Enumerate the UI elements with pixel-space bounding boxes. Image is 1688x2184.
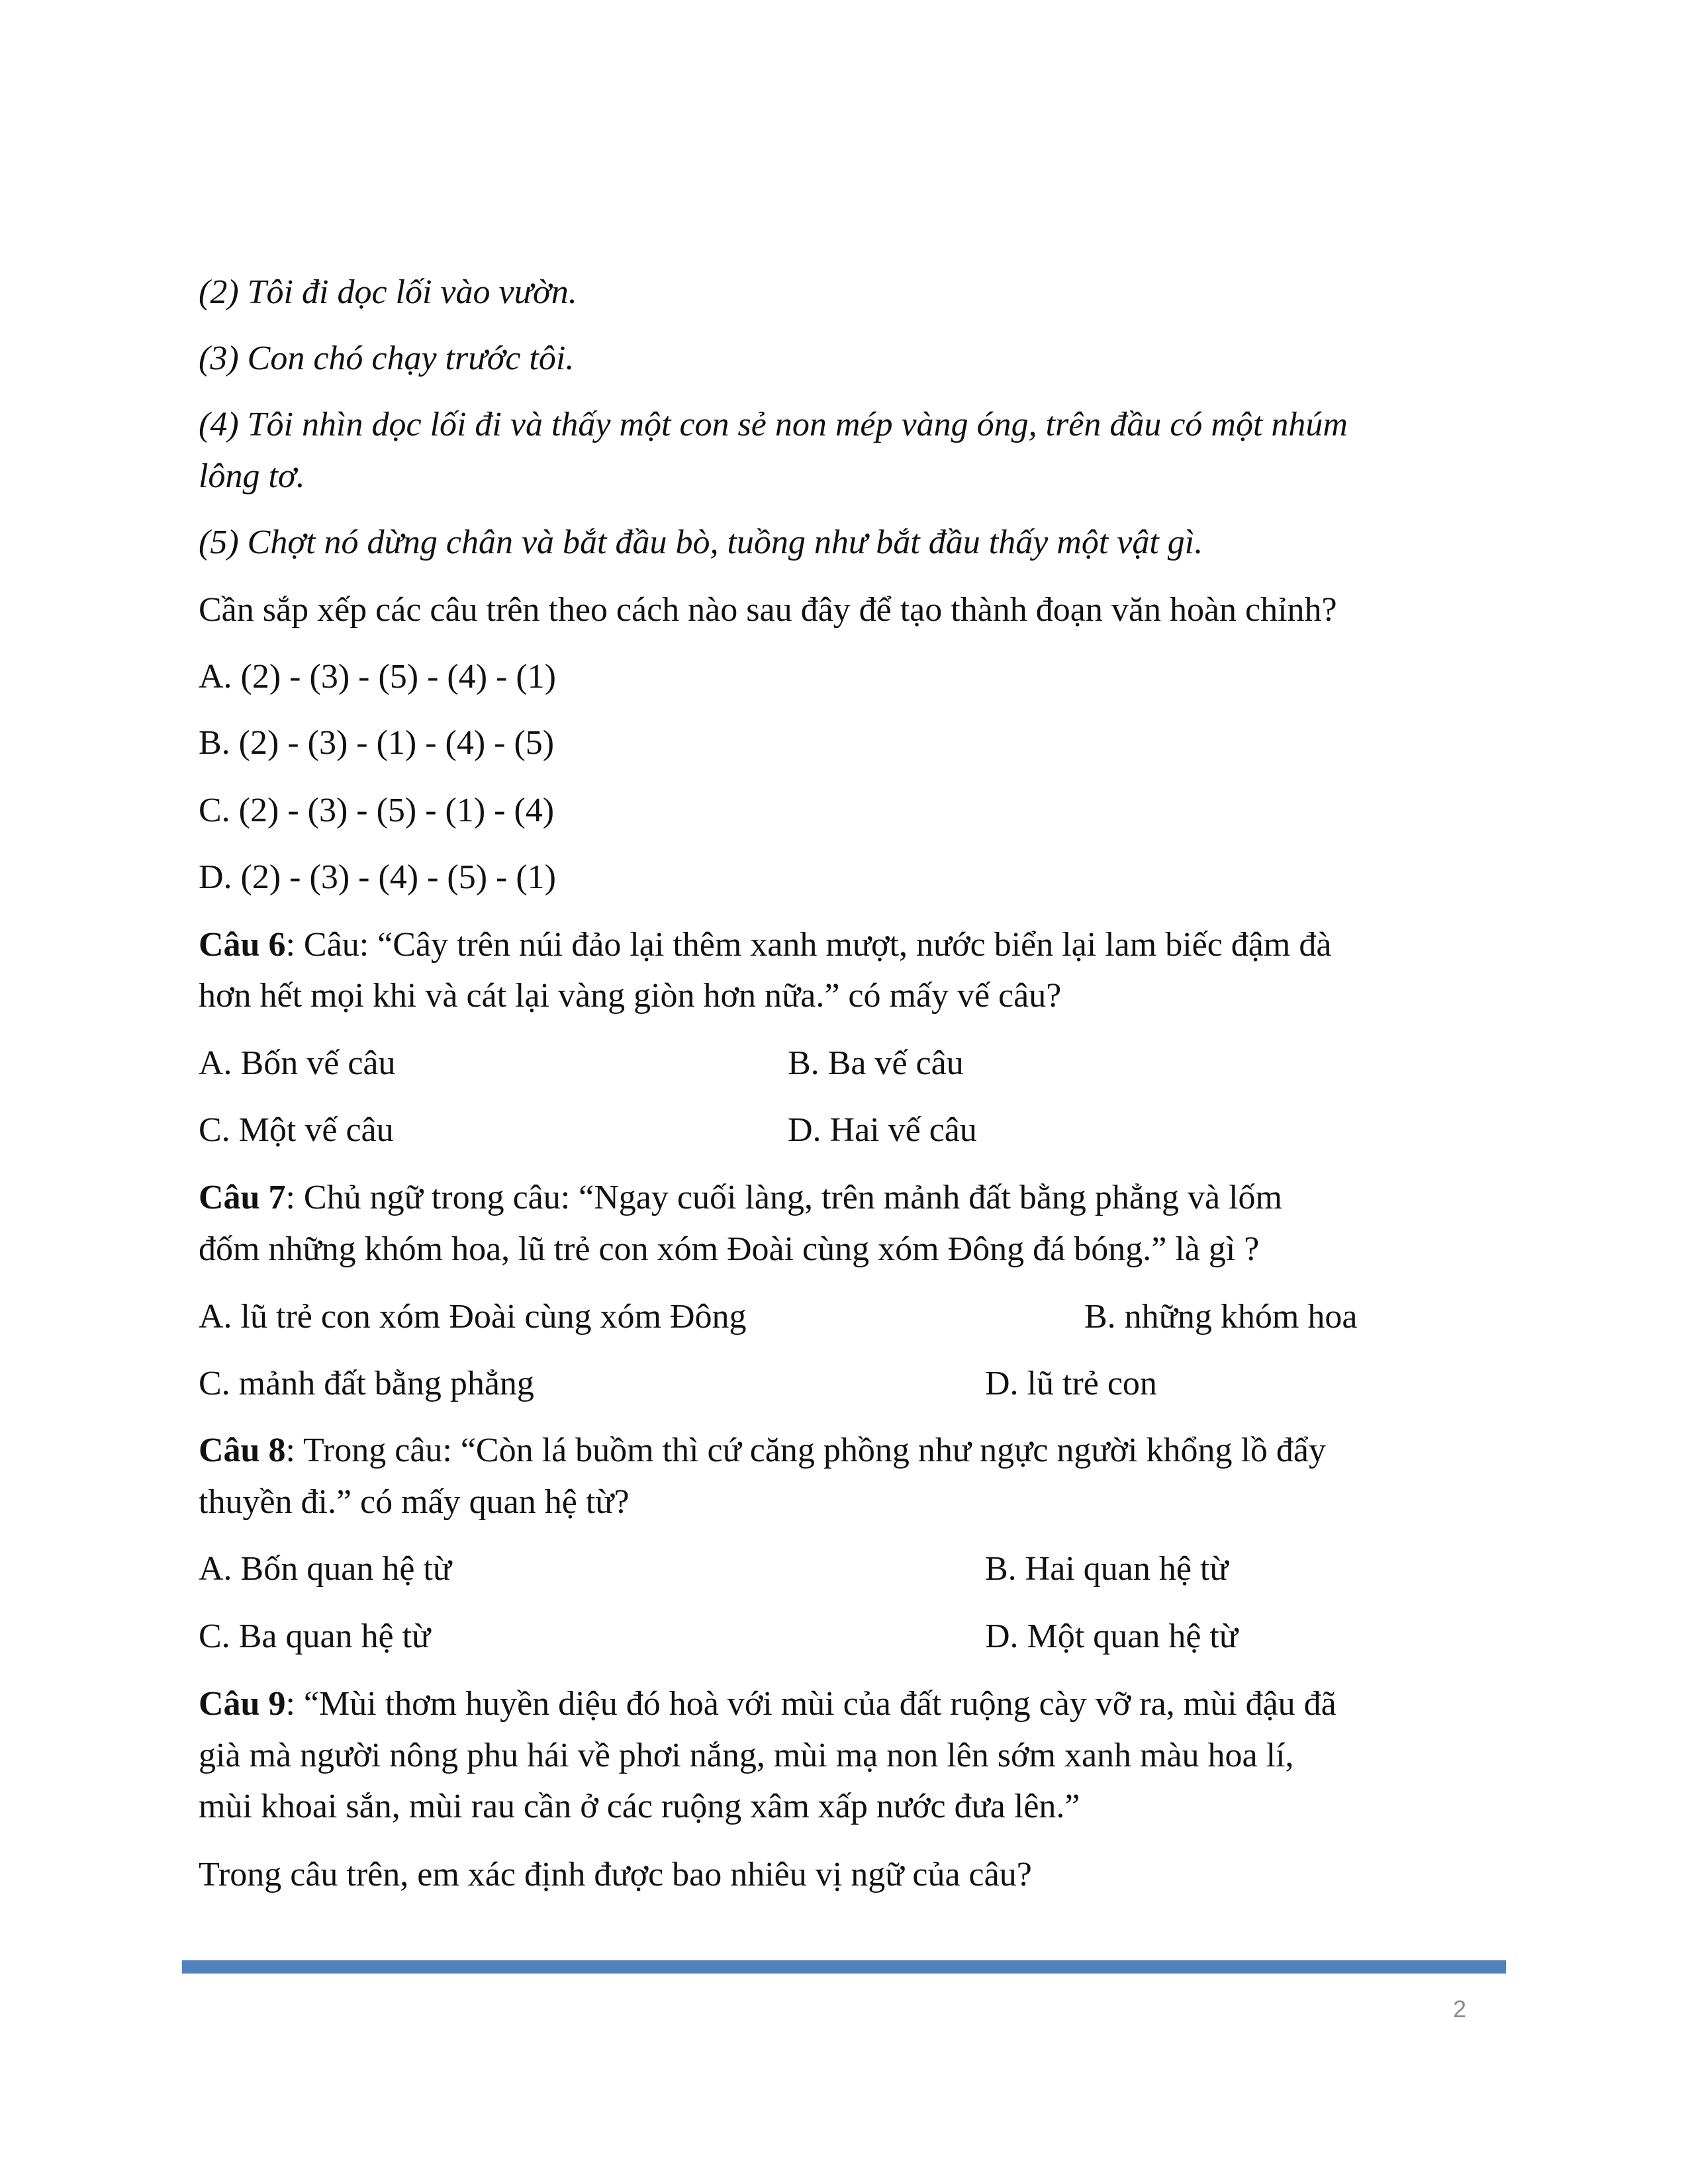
question-5-prompt: Cần sắp xếp các câu trên theo cách nào sau đây để tạo thành đoạn văn hoàn chỉnh?	[199, 591, 1337, 629]
question-9-line-2: già mà người nông phu hái về phơi nắng, mùi mạ non lên sớm xanh màu hoa lí,	[199, 1737, 1294, 1774]
question-7-line-2: đốm những khóm hoa, lũ trẻ con xóm Đoài cùng xóm Đông đá bóng.” là gì ?	[199, 1230, 1260, 1268]
question-8-line-2: thuyền đi.” có mấy quan hệ từ?	[199, 1483, 630, 1521]
question-7-option-d: D. lũ trẻ con	[985, 1365, 1157, 1402]
question-8-option-b: B. Hai quan hệ từ	[985, 1550, 1229, 1588]
question-7-label: Câu 7	[199, 1179, 286, 1216]
sentence-4-line-2: lông tơ.	[199, 457, 305, 495]
question-6-text: : Câu: “Cây trên núi đảo lại thêm xanh mượt, nước biển lại lam biếc đậm đà	[285, 926, 1332, 964]
question-6-option-c: C. Một vế câu	[199, 1111, 394, 1149]
sentence-2: (2) Tôi đi dọc lối vào vườn.	[199, 273, 577, 311]
question-8-text: : Trong câu: “Còn lá buồm thì cứ căng phồng như ngực người khổng lồ đẩy	[285, 1432, 1327, 1469]
sentence-4-line-1: (4) Tôi nhìn dọc lối đi và thấy một con sẻ non mép vàng óng, trên đầu có một nhúm	[199, 406, 1348, 443]
question-7-text: : Chủ ngữ trong câu: “Ngay cuối làng, trên mảnh đất bằng phẳng và lốm	[285, 1179, 1282, 1216]
question-8-option-a: A. Bốn quan hệ từ	[199, 1550, 452, 1588]
question-7-option-b: B. những khóm hoa	[1084, 1298, 1358, 1336]
question-6-option-b: B. Ba vế câu	[788, 1044, 964, 1082]
question-9-label: Câu 9	[199, 1685, 286, 1723]
question-9-text: : “Mùi thơm huyền diệu đó hoà với mùi của đất ruộng cày vỡ ra, mùi đậu đã	[285, 1685, 1336, 1723]
question-7-line-1	[199, 1178, 1282, 1218]
question-5-option-b: B. (2) - (3) - (1) - (4) - (5)	[199, 724, 555, 762]
question-8-label: Câu 8	[199, 1432, 286, 1469]
footer-rule	[182, 1960, 1506, 1974]
question-8-option-d: D. Một quan hệ từ	[985, 1617, 1239, 1655]
question-7-option-c: C. mảnh đất bằng phẳng	[199, 1365, 534, 1402]
sentence-5: (5) Chợt nó dừng chân và bắt đầu bò, tuồng như bắt đầu thấy một vật gì.	[199, 523, 1203, 561]
question-7-option-a: A. lũ trẻ con xóm Đoài cùng xóm Đông	[199, 1298, 747, 1336]
question-6-option-a: A. Bốn vế câu	[199, 1044, 396, 1082]
question-6-label: Câu 6	[199, 926, 286, 964]
question-6-option-d: D. Hai vế câu	[788, 1111, 977, 1149]
question-6-line-1	[199, 925, 1331, 965]
question-9-line-1	[199, 1684, 1336, 1724]
question-6-line-2: hơn hết mọi khi và cát lại vàng giòn hơn nữa.” có mấy vế câu?	[199, 977, 1062, 1015]
sentence-3: (3) Con chó chạy trước tôi.	[199, 340, 575, 377]
question-5-option-d: D. (2) - (3) - (4) - (5) - (1)	[199, 858, 556, 896]
question-9-prompt: Trong câu trên, em xác định được bao nhiêu vị ngữ của câu?	[199, 1856, 1032, 1893]
question-8-option-c: C. Ba quan hệ từ	[199, 1617, 431, 1655]
question-9-line-3: mùi khoai sắn, mùi rau cần ở các ruộng xâm xấp nước đưa lên.”	[199, 1788, 1080, 1825]
page-number: 2	[1453, 1995, 1467, 2023]
question-5-option-c: C. (2) - (3) - (5) - (1) - (4)	[199, 792, 555, 829]
question-8-line-1	[199, 1431, 1326, 1471]
question-5-option-a: A. (2) - (3) - (5) - (4) - (1)	[199, 658, 556, 696]
